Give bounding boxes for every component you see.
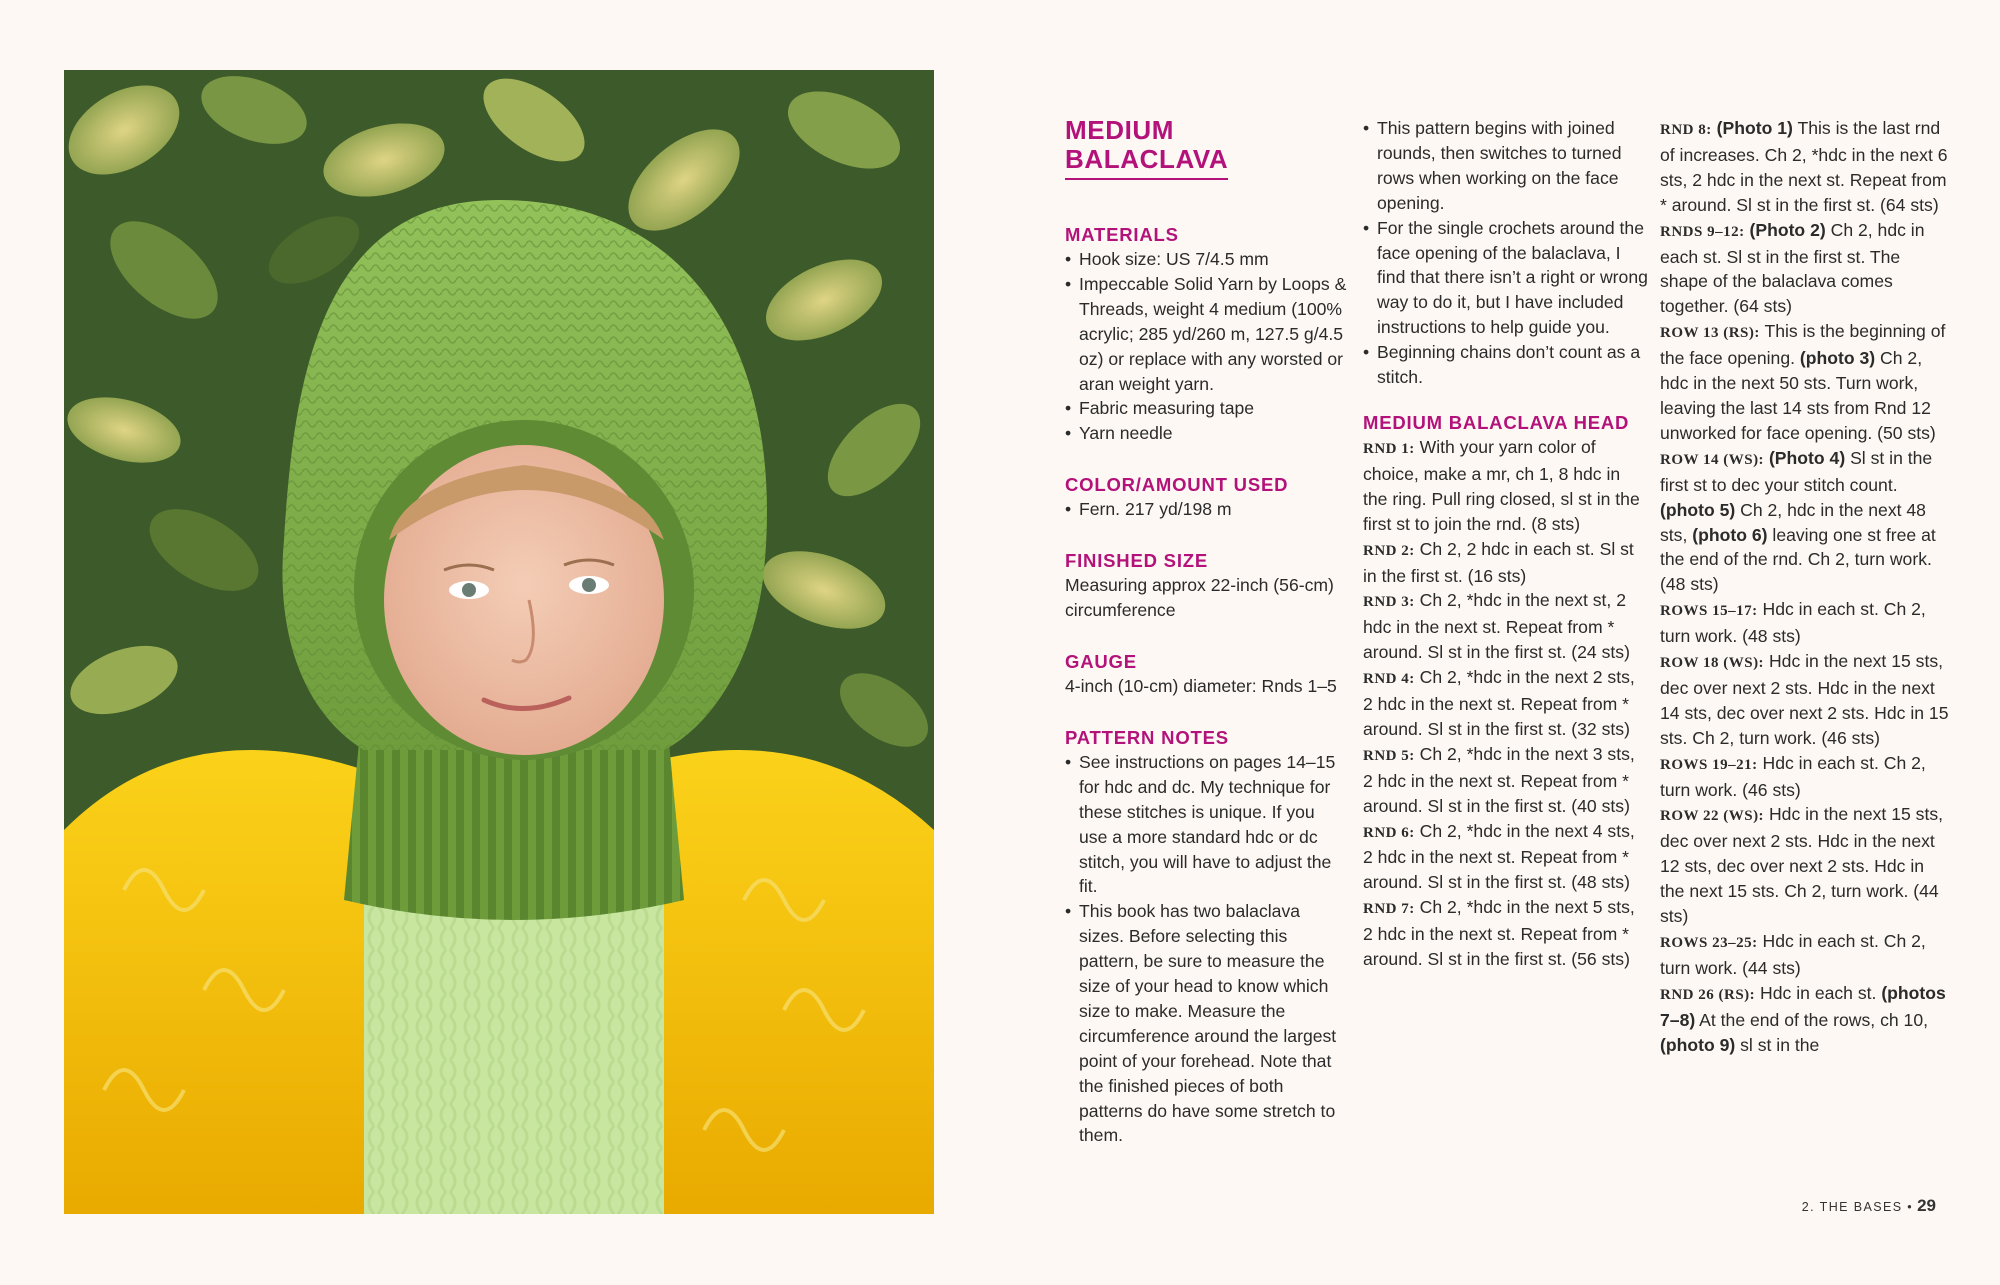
photo-ref: (photo 3) bbox=[1799, 348, 1876, 369]
instruction-text: Hdc in each st. Ch 2, turn work. (48 sts) bbox=[1660, 599, 1926, 647]
instruction-rnd-26 bbox=[1660, 981, 1950, 1058]
list-item: • This pattern begins with joined rounds, then switches to turned rows when working on the face opening. bbox=[1363, 116, 1648, 216]
photo-ref: (photo 6) bbox=[1692, 524, 1768, 545]
chapter-label: 2. THE BASES • bbox=[1801, 1200, 1914, 1214]
title-line-1: MEDIUM bbox=[1065, 115, 1175, 145]
pattern-notes-list-cont bbox=[1363, 116, 1648, 390]
balaclava-photo bbox=[64, 70, 934, 1214]
instruction-row-14 bbox=[1660, 446, 1950, 597]
instruction-rnd-3 bbox=[1363, 588, 1648, 665]
instruction-text: At the end of the rows, ch 10, bbox=[1695, 1009, 1928, 1030]
instruction-label: RND 4: bbox=[1363, 671, 1415, 688]
materials-list bbox=[1065, 247, 1347, 446]
instruction-rnd-2 bbox=[1363, 537, 1648, 589]
instruction-label: ROW 18 (WS): bbox=[1660, 655, 1765, 672]
instruction-row-13 bbox=[1660, 319, 1950, 446]
instruction-row-18 bbox=[1660, 649, 1950, 751]
instruction-rnd-4 bbox=[1363, 665, 1648, 742]
column-1 bbox=[1065, 116, 1347, 1148]
instruction-rnd-5 bbox=[1363, 742, 1648, 819]
instruction-text: Ch 2, *hdc in the next 4 sts, 2 hdc in the next st. Repeat from * around. Sl st in the first st. (48 sts) bbox=[1363, 820, 1635, 893]
instruction-rows-19-21 bbox=[1660, 751, 1950, 803]
finished-size-heading: FINISHED SIZE bbox=[1065, 550, 1208, 572]
finished-size-text: Measuring approx 22-inch (56-cm) circumference bbox=[1065, 575, 1334, 621]
instruction-label: RND 2: bbox=[1363, 542, 1415, 559]
instruction-rnd-7 bbox=[1363, 895, 1648, 972]
instruction-rnds-9-12 bbox=[1660, 218, 1950, 320]
instruction-label: ROW 14 (WS): bbox=[1660, 451, 1765, 468]
pattern-notes-list bbox=[1065, 750, 1347, 1149]
instruction-text: Hdc in each st. Ch 2, turn work. (46 sts) bbox=[1660, 752, 1926, 800]
instruction-label: RND 3: bbox=[1363, 594, 1415, 611]
instruction-text: Hdc in each st. Ch 2, turn work. (44 sts) bbox=[1660, 931, 1926, 978]
instruction-text: leaving one st free at the end of the rnd. Ch 2, turn work. (48 sts) bbox=[1660, 524, 1936, 595]
instruction-label: RND 26 (RS): bbox=[1660, 986, 1756, 1003]
page-number: 29 bbox=[1917, 1196, 1936, 1215]
instruction-label: RND 6: bbox=[1363, 824, 1415, 841]
list-item: • Fern. 217 yd/198 m bbox=[1065, 497, 1347, 522]
title-line-2: BALACLAVA bbox=[1065, 144, 1229, 174]
instruction-text: Ch 2, *hdc in the next st, 2 hdc in the next st. Repeat from * around. Sl st in the first st. (24 sts) bbox=[1363, 590, 1630, 663]
instruction-label: ROW 13 (RS): bbox=[1660, 325, 1760, 342]
head-section-heading: MEDIUM BALACLAVA HEAD bbox=[1363, 411, 1630, 433]
instruction-rnd-6 bbox=[1363, 819, 1648, 896]
column-3 bbox=[1660, 116, 1950, 1058]
instruction-label: ROWS 15–17: bbox=[1660, 603, 1758, 620]
list-item: • For the single crochets around the face opening of the balaclava, I find that there isn’t a right or wrong way to do it, but I have included instructions to help guide you. bbox=[1363, 216, 1648, 341]
gauge-text: 4-inch (10-cm) diameter: Rnds 1–5 bbox=[1065, 675, 1337, 696]
pattern-notes-heading: PATTERN NOTES bbox=[1065, 726, 1229, 748]
instruction-label: RND 7: bbox=[1363, 901, 1415, 918]
list-item: • See instructions on pages 14–15 for hdc and dc. My technique for these stitches is unique. If you use a more standard hdc or dc stitch, you will have to adjust the fit. bbox=[1065, 750, 1347, 899]
instruction-label: RND 1: bbox=[1363, 440, 1415, 457]
instruction-rows-23-25 bbox=[1660, 929, 1950, 981]
list-item: • Impeccable Solid Yarn by Loops & Threads, weight 4 medium (100% acrylic; 285 yd/260 m, 127.5 g/4.5 oz) or replace with any worsted or aran weight yarn. bbox=[1065, 272, 1347, 397]
instruction-label: ROW 22 (WS): bbox=[1660, 808, 1765, 825]
gauge-heading: GAUGE bbox=[1065, 650, 1137, 672]
person-wearing-green-balaclava-image bbox=[64, 70, 934, 1214]
instruction-rnd-1 bbox=[1363, 435, 1648, 537]
instruction-rnd-8 bbox=[1660, 116, 1950, 218]
photo-ref: (Photo 2) bbox=[1744, 219, 1826, 240]
column-2 bbox=[1363, 116, 1648, 972]
list-item: • This book has two balaclava sizes. Before selecting this pattern, be sure to measure the size of your head to know which size to make. Measure the circumference around the largest point of your forehead. Note that the finished pieces of both patterns do have some stretch to them. bbox=[1065, 899, 1347, 1148]
instruction-text: Hdc in the next 15 sts, dec over next 2 sts. Hdc in the next 12 sts, dec over next 2 sts. Hdc in the next 15 sts. Ch 2, turn work. (44 sts) bbox=[1660, 804, 1944, 927]
instruction-row-22 bbox=[1660, 802, 1950, 929]
color-amount-list bbox=[1065, 497, 1347, 522]
page-title bbox=[1065, 116, 1228, 180]
photo-ref: (Photo 1) bbox=[1711, 118, 1793, 138]
instruction-label: RNDS 9–12: bbox=[1660, 223, 1745, 240]
instruction-text: Sl st in the first st to dec your stitch count. bbox=[1660, 447, 1933, 495]
instruction-label: RND 8: bbox=[1660, 122, 1712, 138]
instruction-text: This is the beginning of the face opening. bbox=[1660, 321, 1946, 369]
instruction-text: Ch 2, hdc in the next 48 sts, bbox=[1660, 499, 1926, 545]
materials-heading: MATERIALS bbox=[1065, 224, 1179, 245]
list-item: • Beginning chains don’t count as a stitch. bbox=[1363, 340, 1648, 390]
instruction-text: Ch 2, hdc in each st. Sl st in the first st. The shape of the balaclava comes together. (64 sts) bbox=[1660, 219, 1925, 317]
color-amount-heading: COLOR/AMOUNT USED bbox=[1065, 474, 1289, 496]
instruction-text: Ch 2, hdc in the next 50 sts. Turn work, leaving the last 14 sts from Rnd 12 unworked for face opening. (50 sts) bbox=[1660, 348, 1936, 443]
photo-ref: (photo 9) bbox=[1660, 1034, 1736, 1055]
instruction-text: Hdc in each st. bbox=[1755, 982, 1882, 1003]
instruction-text: Hdc in the next 15 sts, dec over next 2 sts. Hdc in the next 14 sts, dec over next 2 sts. Hdc in 15 sts. Ch 2, turn work. (46 sts) bbox=[1660, 651, 1949, 748]
page-footer bbox=[1802, 1196, 1936, 1216]
list-item: • Hook size: US 7/4.5 mm bbox=[1065, 247, 1347, 272]
photo-ref: (Photo 4) bbox=[1764, 447, 1846, 468]
instruction-text: Ch 2, *hdc in the next 2 sts, 2 hdc in the next st. Repeat from * around. Sl st in the first st. (32 sts) bbox=[1363, 667, 1635, 739]
list-item: • Fabric measuring tape bbox=[1065, 396, 1347, 421]
instruction-text: sl st in the bbox=[1735, 1034, 1820, 1055]
instruction-text: With your yarn color of choice, make a mr, ch 1, 8 hdc in the ring. Pull ring closed, sl st in the first st to join the rnd. (8 sts) bbox=[1363, 436, 1640, 534]
instruction-text: Ch 2, *hdc in the next 5 sts, 2 hdc in the next st. Repeat from * around. Sl st in the first st. (56 sts) bbox=[1363, 897, 1635, 970]
instruction-rows-15-17 bbox=[1660, 597, 1950, 649]
instruction-label: ROWS 19–21: bbox=[1660, 756, 1758, 773]
photo-ref: (photo 5) bbox=[1660, 499, 1736, 520]
list-item: • Yarn needle bbox=[1065, 421, 1347, 446]
instruction-label: ROWS 23–25: bbox=[1660, 935, 1758, 951]
instruction-label: RND 5: bbox=[1363, 747, 1415, 764]
instruction-text: Ch 2, *hdc in the next 3 sts, 2 hdc in the next st. Repeat from * around. Sl st in the first st. (40 sts) bbox=[1363, 743, 1635, 816]
instruction-text: Ch 2, 2 hdc in each st. Sl st in the first st. (16 sts) bbox=[1363, 538, 1634, 586]
photo-ref: (photos 7–8) bbox=[1660, 982, 1946, 1030]
instruction-text: This is the last rnd of increases. Ch 2, *hdc in the next 6 sts, 2 hdc in the next st. Repeat from * around. Sl st in the first st. (64 sts) bbox=[1660, 118, 1948, 215]
